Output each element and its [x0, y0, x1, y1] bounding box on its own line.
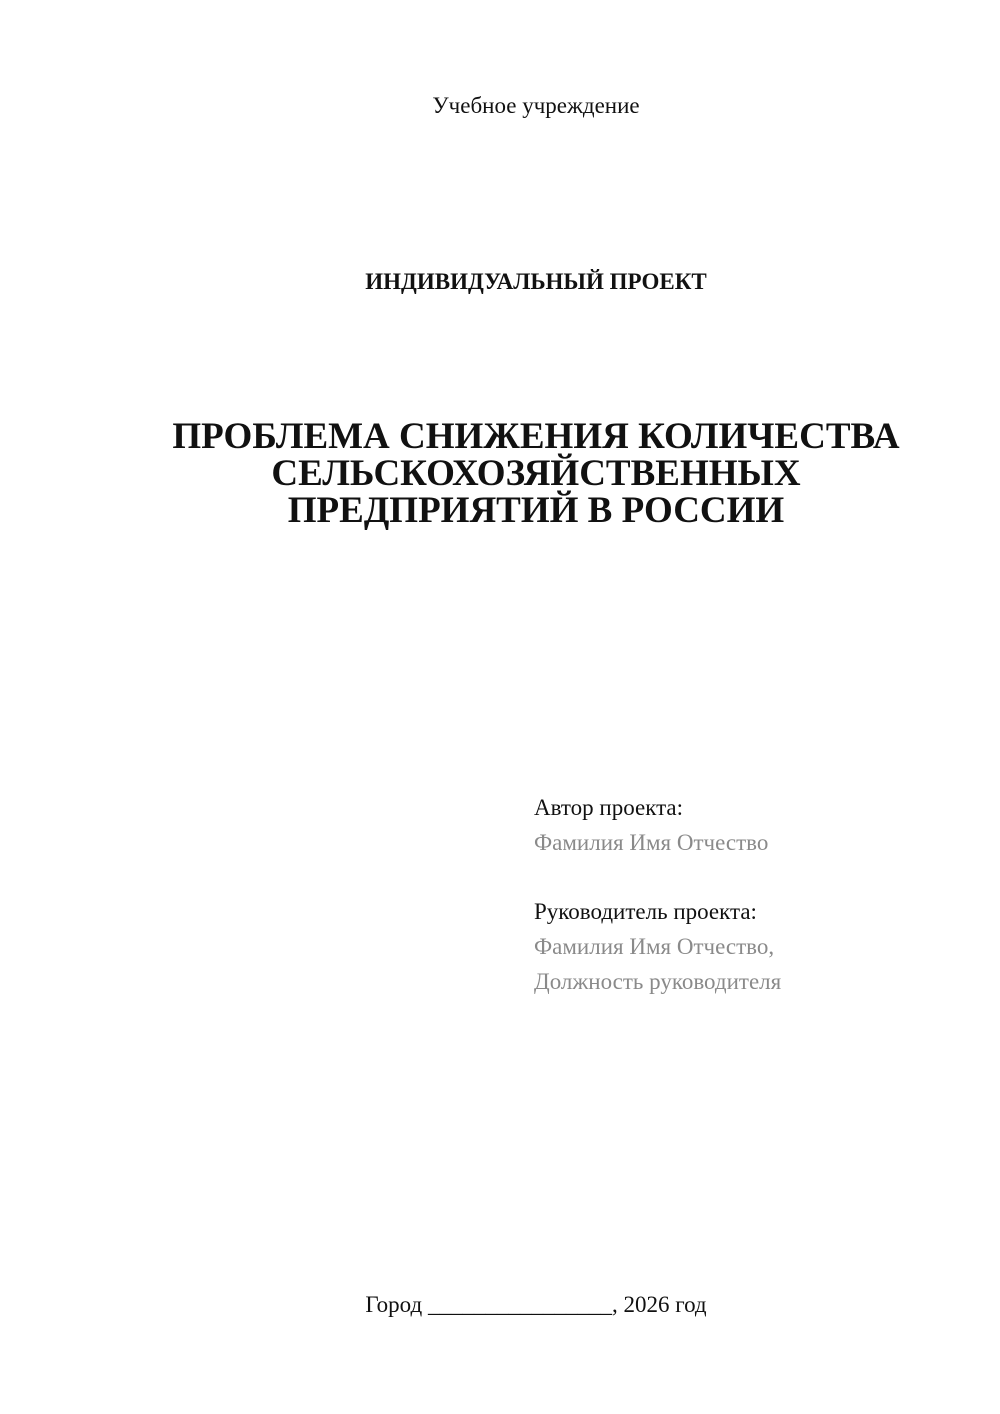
- project-title: [0, 418, 1000, 529]
- project-info-block: [534, 790, 974, 999]
- supervisor-label: Руководитель проекта:: [534, 899, 757, 924]
- project-title-line: ПРОБЛЕМА СНИЖЕНИЯ КОЛИЧЕСТВА: [172, 416, 900, 457]
- city-year-line: [0, 1290, 1000, 1320]
- author-label: Автор проекта:: [534, 795, 683, 820]
- document-type: ИНДИВИДУАЛЬНЫЙ ПРОЕКТ: [365, 269, 707, 294]
- project-title-line: ПРЕДПРИЯТИЙ В РОССИИ: [287, 490, 785, 531]
- city-blank: ________________: [427, 1292, 612, 1317]
- author-name: Фамилия Имя Отчество: [534, 830, 769, 855]
- city-label: Город: [365, 1292, 423, 1317]
- supervisor-position: Должность руководителя: [534, 969, 782, 994]
- spacer: [534, 860, 974, 894]
- year-text: , 2026 год: [611, 1292, 707, 1317]
- project-title-line: СЕЛЬСКОХОЗЯЙСТВЕННЫХ: [271, 453, 801, 494]
- supervisor-name: Фамилия Имя Отчество,: [534, 934, 775, 959]
- institution-name: Учебное учреждение: [432, 93, 640, 118]
